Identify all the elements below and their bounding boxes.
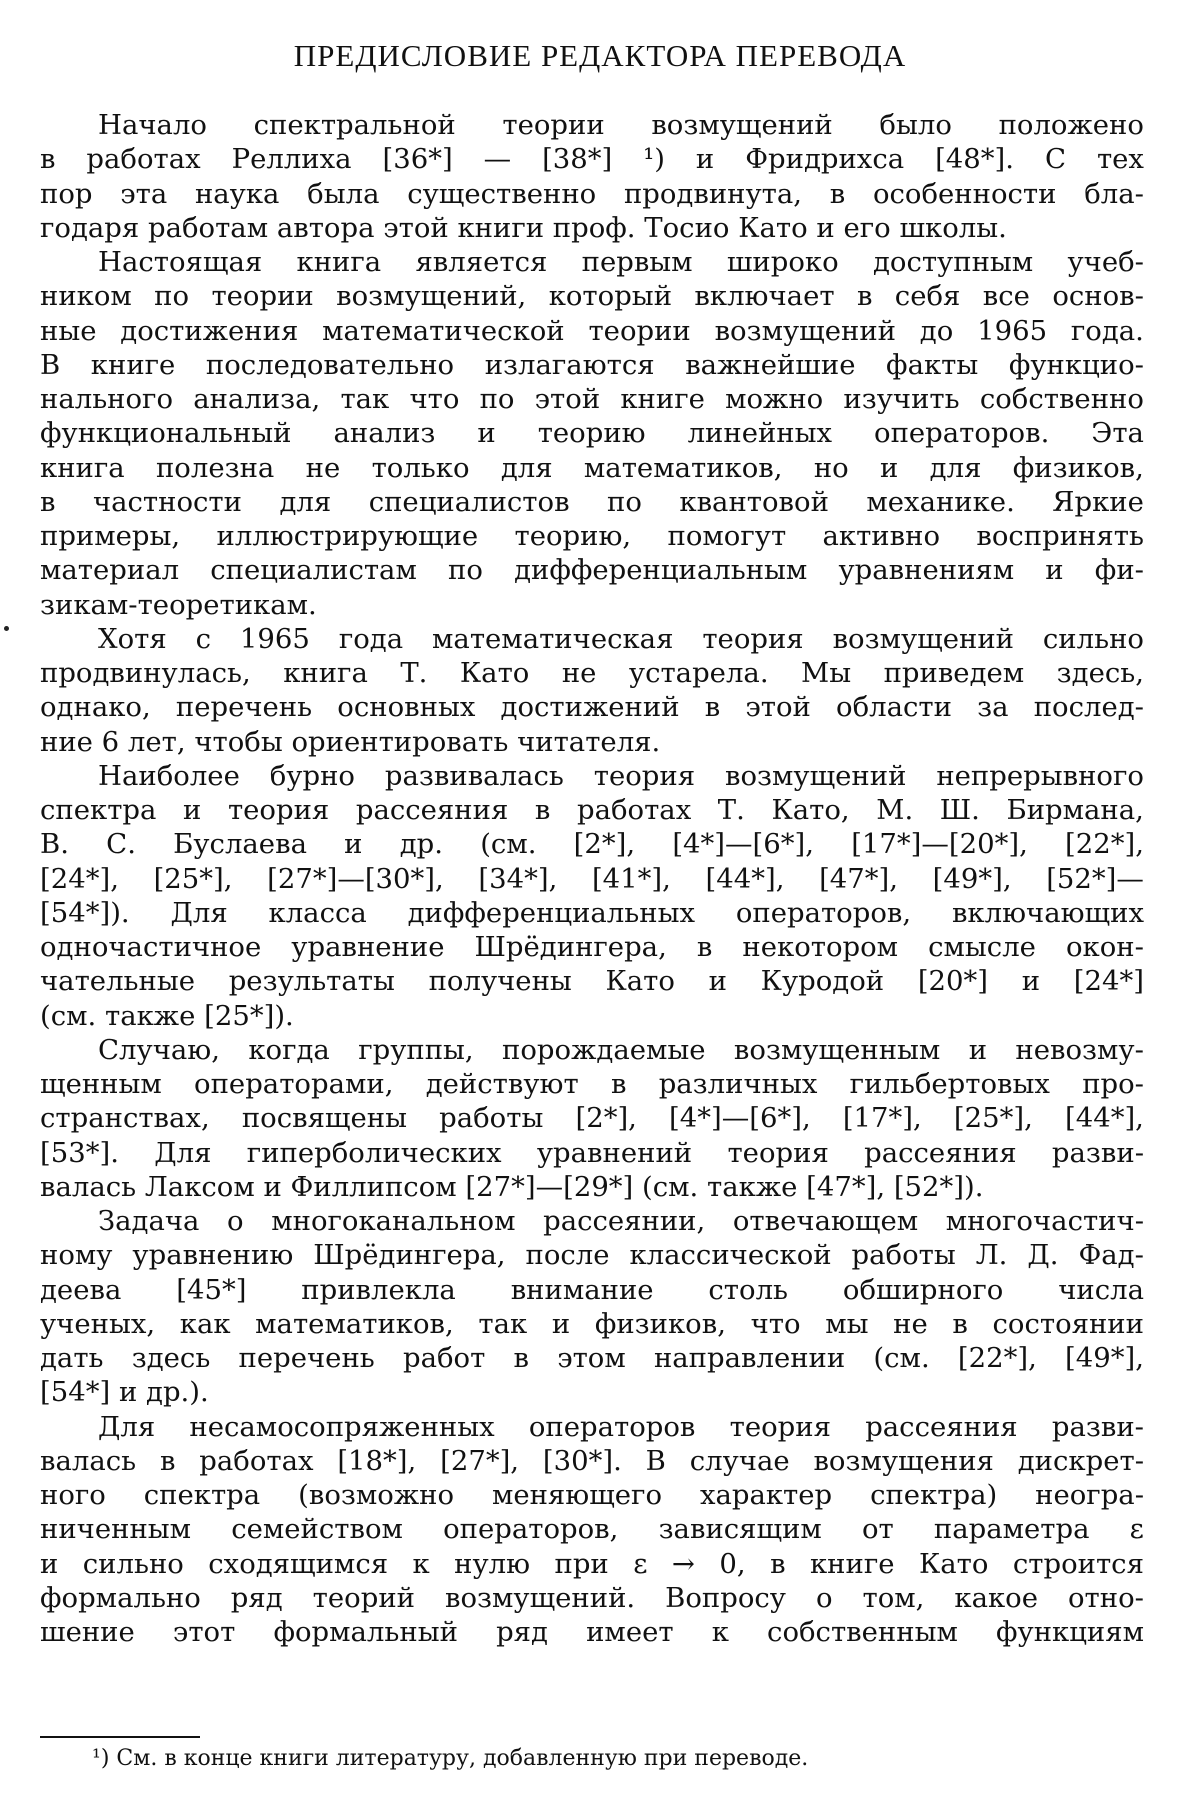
text-line: Начало спектральной теории возмущений было положено <box>40 108 1144 142</box>
text-line: ние 6 лет, чтобы ориентировать читателя. <box>40 725 1144 759</box>
text-line: нального анализа, так что по этой книге можно изучить собственно <box>40 382 1144 416</box>
text-line: ученых, как математиков, так и физиков, что мы не в состоянии <box>40 1307 1144 1341</box>
footnote: ¹) См. в конце книги литературу, добавленную при переводе. <box>92 1744 808 1774</box>
margin-dot <box>4 626 9 631</box>
text-line: продвинулась, книга Т. Като не устарела. Мы приведем здесь, <box>40 656 1144 690</box>
text-line: валась в работах [18*], [27*], [30*]. В случае возмущения дискрет- <box>40 1444 1144 1478</box>
text-line: формально ряд теорий возмущений. Вопросу о том, какое отно- <box>40 1581 1144 1615</box>
text-line: Случаю, когда группы, порождаемые возмущенным и невозму- <box>40 1033 1144 1067</box>
text-line: Наиболее бурно развивалась теория возмущений непрерывного <box>40 759 1144 793</box>
text-line: ного спектра (возможно меняющего характер спектра) неогра- <box>40 1478 1144 1512</box>
text-line: дать здесь перечень работ в этом направлении (см. [22*], [49*], <box>40 1341 1144 1375</box>
text-line: [54*] и др.). <box>40 1375 1144 1409</box>
text-line: в частности для специалистов по квантовой механике. Яркие <box>40 485 1144 519</box>
text-line: функциональный анализ и теорию линейных операторов. Эта <box>40 416 1144 450</box>
text-line: (см. также [25*]). <box>40 999 1144 1033</box>
text-line: книга полезна не только для математиков, но и для физиков, <box>40 451 1144 485</box>
text-line: и сильно сходящимся к нулю при ε → 0, в книге Като строится <box>40 1547 1144 1581</box>
text-line: В. С. Буслаева и др. (см. [2*], [4*]—[6*], [17*]—[20*], [22*], <box>40 827 1144 861</box>
text-line: в работах Реллиха [36*] — [38*] ¹) и Фридрихса [48*]. С тех <box>40 142 1144 176</box>
text-line: чательные результаты получены Като и Куродой [20*] и [24*] <box>40 964 1144 998</box>
text-line: годаря работам автора этой книги проф. Тосио Като и его школы. <box>40 211 1144 245</box>
text-line: деева [45*] привлекла внимание столь обширного числа <box>40 1273 1144 1307</box>
text-line: валась Лаксом и Филлипсом [27*]—[29*] (см. также [47*], [52*]). <box>40 1170 1144 1204</box>
text-line: примеры, иллюстрирующие теорию, помогут активно воспринять <box>40 519 1144 553</box>
text-line: В книге последовательно излагаются важнейшие факты функцио- <box>40 348 1144 382</box>
text-line: ные достижения математической теории возмущений до 1965 года. <box>40 314 1144 348</box>
text-line: однако, перечень основных достижений в этой области за послед- <box>40 690 1144 724</box>
text-line: [54*]). Для класса дифференциальных операторов, включающих <box>40 896 1144 930</box>
text-line: одночастичное уравнение Шрёдингера, в некотором смысле окон- <box>40 930 1144 964</box>
text-line: [53*]. Для гиперболических уравнений теория рассеяния разви- <box>40 1136 1144 1170</box>
book-page <box>0 0 1200 1819</box>
text-line: спектра и теория рассеяния в работах Т. Като, М. Ш. Бирмана, <box>40 793 1144 827</box>
text-line: ному уравнению Шрёдингера, после классической работы Л. Д. Фад- <box>40 1238 1144 1272</box>
footnote-rule <box>40 1736 200 1738</box>
text-line: пор эта наука была существенно продвинута, в особенности бла- <box>40 177 1144 211</box>
page-title: ПРЕДИСЛОВИЕ РЕДАКТОРА ПЕРЕВОДА <box>0 38 1200 74</box>
text-line: зикам-теоретикам. <box>40 588 1144 622</box>
text-line: Задача о многоканальном рассеянии, отвечающем многочастич- <box>40 1204 1144 1238</box>
text-line: щенным операторами, действуют в различных гильбертовых про- <box>40 1067 1144 1101</box>
text-line: материал специалистам по дифференциальным уравнениям и фи- <box>40 553 1144 587</box>
text-line: шение этот формальный ряд имеет к собственным функциям <box>40 1615 1144 1649</box>
text-line: ником по теории возмущений, который включает в себя все основ- <box>40 279 1144 313</box>
text-line: странствах, посвящены работы [2*], [4*]—[6*], [17*], [25*], [44*], <box>40 1101 1144 1135</box>
text-line: Настоящая книга является первым широко доступным учеб- <box>40 245 1144 279</box>
text-line: [24*], [25*], [27*]—[30*], [34*], [41*], [44*], [47*], [49*], [52*]— <box>40 862 1144 896</box>
main-text <box>40 108 1144 1649</box>
text-line: Хотя с 1965 года математическая теория возмущений сильно <box>40 622 1144 656</box>
text-line: Для несамосопряженных операторов теория рассеяния разви- <box>40 1410 1144 1444</box>
text-line: ниченным семейством операторов, зависящим от параметра ε <box>40 1512 1144 1546</box>
